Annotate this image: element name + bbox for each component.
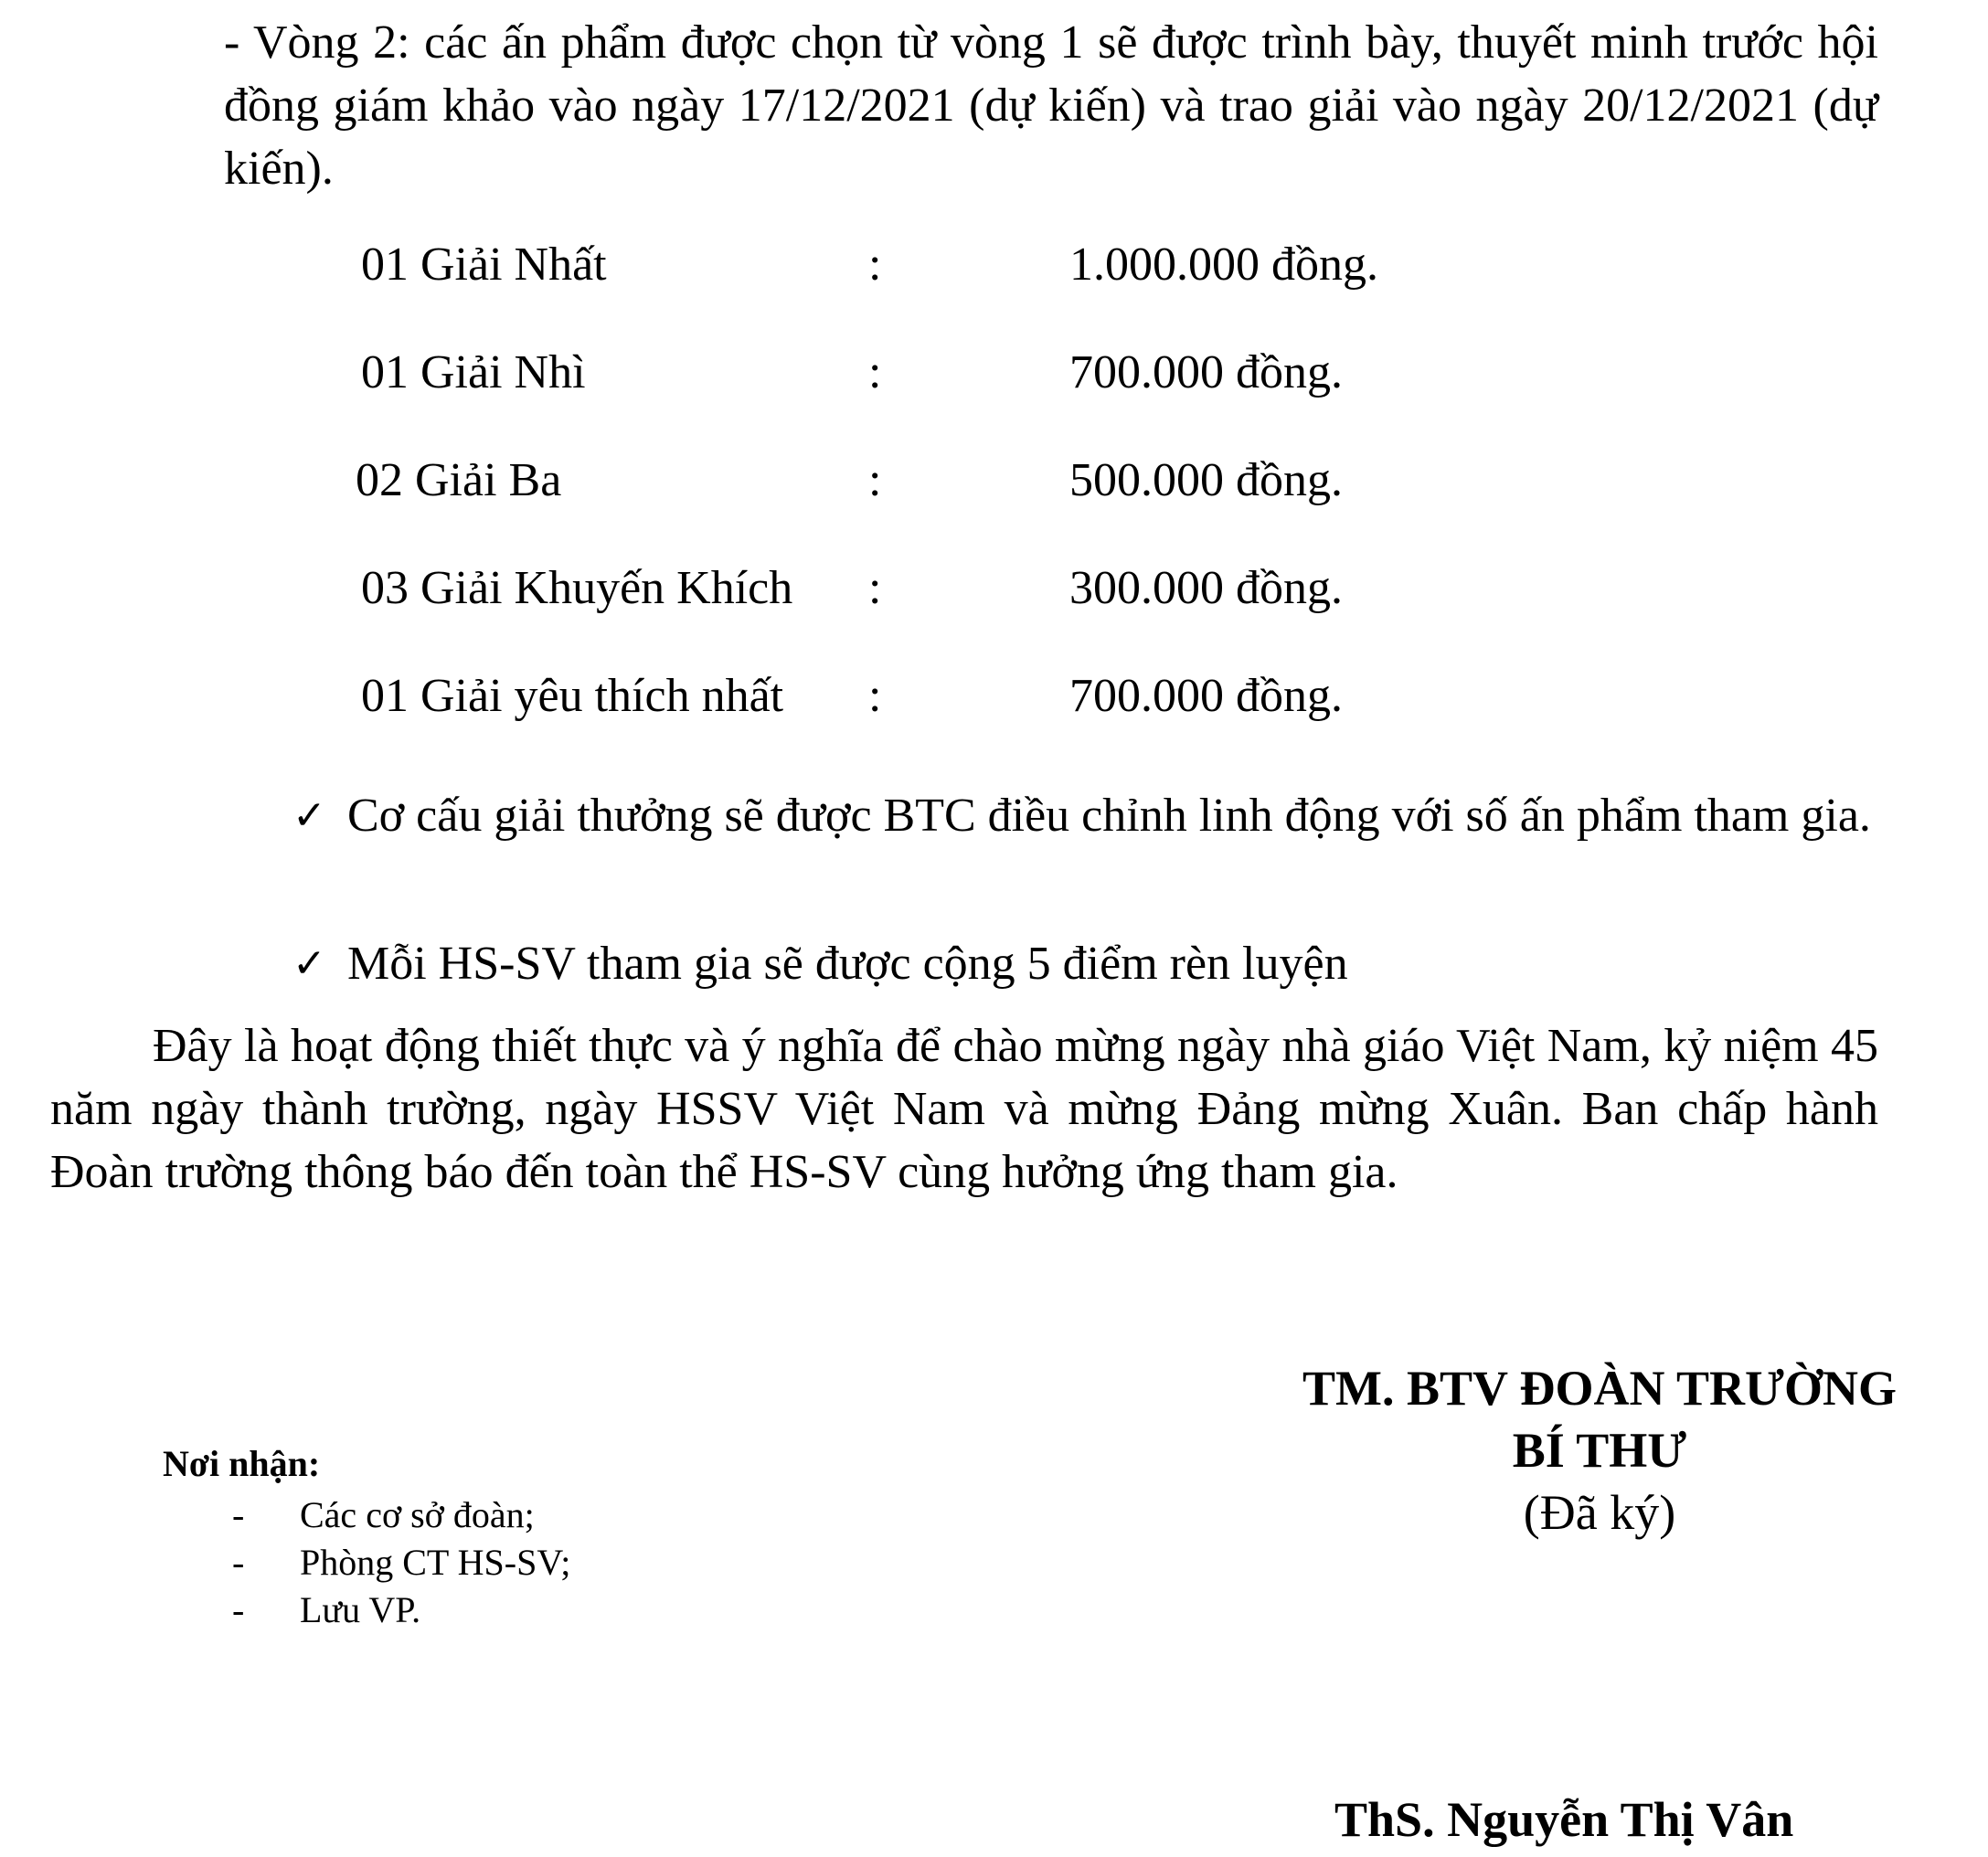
prize-amount: 700.000 đồng. bbox=[1069, 670, 1343, 722]
list-dash: - bbox=[232, 1542, 245, 1583]
recipient-text: Phòng CT HS-SV; bbox=[300, 1542, 571, 1583]
prize-structure-note bbox=[292, 784, 1878, 847]
recipients-title: Nơi nhận: bbox=[163, 1443, 321, 1484]
note-text: Cơ cấu giải thưởng sẽ được BTC điều chỉnh linh động với số ấn phẩm tham gia. bbox=[347, 790, 1871, 842]
prize-colon: : bbox=[868, 562, 882, 614]
prize-name: 02 Giải Ba bbox=[356, 454, 562, 506]
list-dash: - bbox=[232, 1589, 245, 1630]
signer-name: ThS. Nguyễn Thị Vân bbox=[1334, 1792, 1794, 1847]
checkmark-icon: ✓ bbox=[292, 940, 326, 987]
recipient-item bbox=[163, 1586, 421, 1633]
prize-amount: 700.000 đồng. bbox=[1069, 346, 1343, 398]
list-dash: - bbox=[232, 1494, 245, 1535]
recipient-text: Các cơ sở đoàn; bbox=[300, 1494, 535, 1535]
prize-colon: : bbox=[868, 670, 882, 722]
recipients-block bbox=[163, 1439, 571, 1633]
prize-colon: : bbox=[868, 346, 882, 398]
prize-name: 01 Giải Nhì bbox=[361, 346, 586, 398]
signature-role: BÍ THƯ bbox=[1512, 1423, 1687, 1478]
recipient-text: Lưu VP. bbox=[300, 1589, 421, 1630]
prize-name: 01 Giải yêu thích nhất bbox=[361, 670, 784, 722]
prize-amount: 1.000.000 đồng. bbox=[1069, 239, 1378, 291]
signature-organization: TM. BTV ĐOÀN TRƯỜNG bbox=[1302, 1361, 1898, 1416]
signed-mark: (Đã ký) bbox=[1523, 1485, 1676, 1540]
prize-name: 01 Giải Nhất bbox=[361, 239, 607, 291]
closing-paragraph: Đây là hoạt động thiết thực và ý nghĩa để chào mừng ngày nhà giáo Việt Nam, kỷ niệm 45 năm ngày thành trường, ngày HSSV Việt Nam và mừng Đảng mừng Xuân. Ban chấp hành Đoàn trường thông báo đến toàn thể HS-SV cùng hưởng ứng tham gia. bbox=[50, 1020, 1878, 1198]
recipient-item bbox=[163, 1538, 571, 1586]
note-text: Mỗi HS-SV tham gia sẽ được cộng 5 điểm rèn luyện bbox=[347, 938, 1348, 990]
prize-name: 03 Giải Khuyến Khích bbox=[361, 562, 793, 614]
recipient-item bbox=[163, 1491, 535, 1538]
checkmark-icon: ✓ bbox=[292, 792, 326, 839]
training-points-note bbox=[292, 932, 1878, 995]
round-2-paragraph: - Vòng 2: các ấn phẩm được chọn từ vòng 1 sẽ được trình bày, thuyết minh trước hội đồng giám khảo vào ngày 17/12/2021 (dự kiến) và trao giải vào ngày 20/12/2021 (dự kiến). bbox=[224, 16, 1878, 195]
prize-colon: : bbox=[868, 239, 882, 291]
prize-colon: : bbox=[868, 454, 882, 506]
prize-amount: 500.000 đồng. bbox=[1069, 454, 1343, 506]
signature-block bbox=[1225, 1357, 1974, 1544]
prize-amount: 300.000 đồng. bbox=[1069, 562, 1343, 614]
